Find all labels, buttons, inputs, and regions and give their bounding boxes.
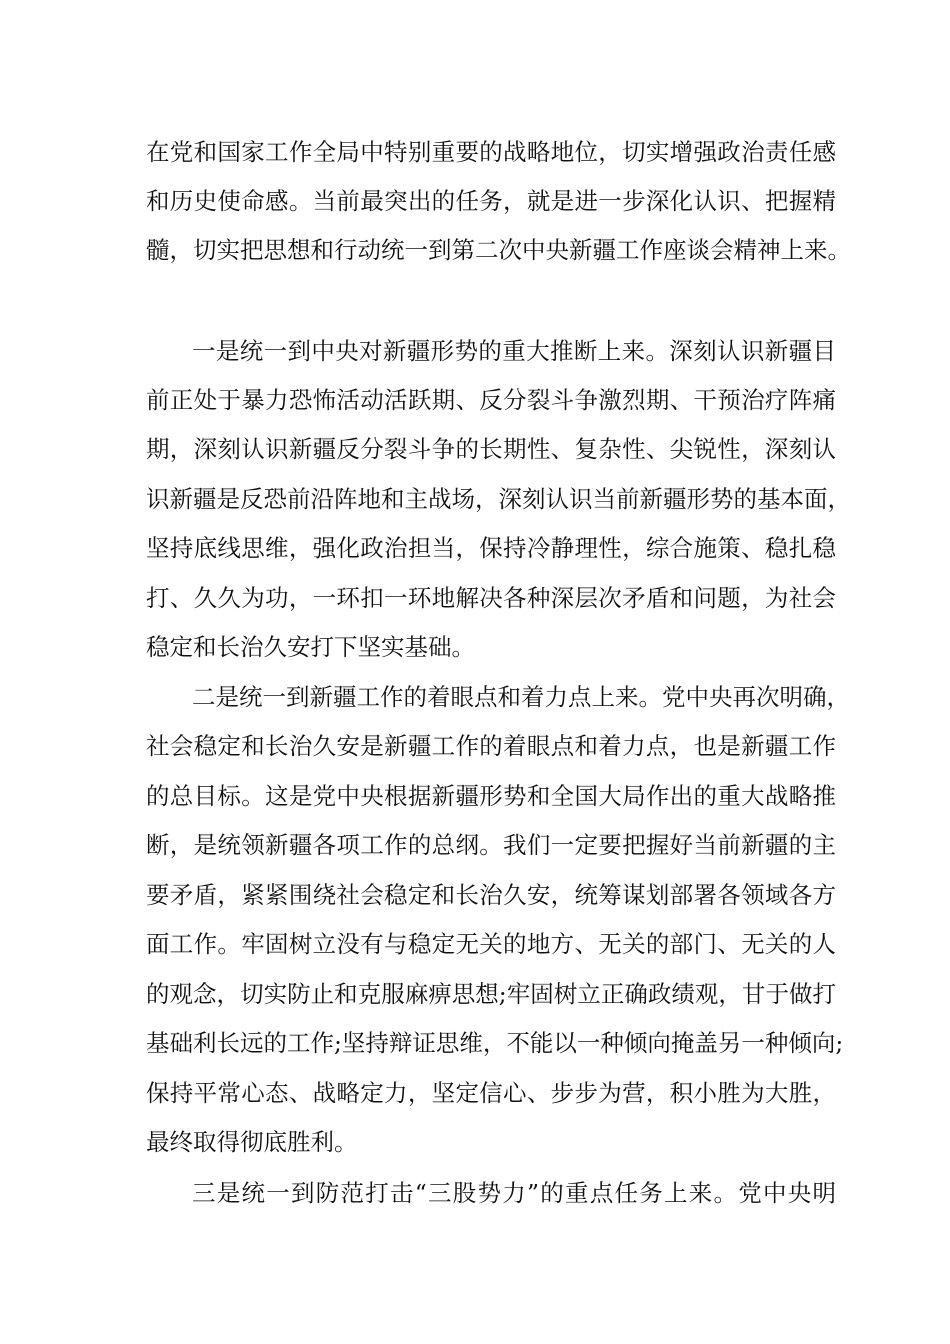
text-line: 保持平常心态、战略定力，坚定信心、步步为营，积小胜为大胜， [146,1079,836,1107]
text-line: 前正处于暴力恐怖活动活跃期、反分裂斗争激烈期、干预治疗阵痛 [146,386,836,414]
text-line: 的总目标。这是党中央根据新疆形势和全国大局作出的重大战略推 [146,782,836,810]
text-line: 打、久久为功，一环扣一环地解决各种深层次矛盾和问题，为社会 [146,584,836,612]
text-line: 最终取得彻底胜利。 [146,1128,358,1156]
paragraph-start-line: 三是统一到防范打击“三股势力”的重点任务上来。党中央明 [192,1179,836,1207]
text-line: 要矛盾，紧紧围绕社会稳定和长治久安，统筹谋划部署各领域各方 [146,881,836,909]
text-line: 髓，切实把思想和行动统一到第二次中央新疆工作座谈会精神上来。 [146,236,851,264]
paragraph-start-line: 二是统一到新疆工作的着眼点和着力点上来。党中央再次明确， [192,683,850,711]
text-line: 基础利长远的工作;坚持辩证思维，不能以一种倾向掩盖另一种倾向; [146,1029,844,1057]
text-line: 期，深刻认识新疆反分裂斗争的长期性、复杂性、尖锐性，深刻认 [146,435,836,463]
text-line: 坚持底线思维，强化政治担当，保持冷静理性，综合施策、稳扎稳 [146,534,836,562]
text-line: 社会稳定和长治久安是新疆工作的着眼点和着力点，也是新疆工作 [146,732,836,760]
text-line: 的观念，切实防止和克服麻痹思想;牢固树立正确政绩观，甘于做打 [146,980,836,1008]
text-line: 面工作。牢固树立没有与稳定无关的地方、无关的部门、无关的人 [146,930,836,958]
text-line: 在党和国家工作全局中特别重要的战略地位，切实增强政治责任感 [146,138,836,166]
text-line: 稳定和长治久安打下坚实基础。 [146,633,475,661]
text-line: 断，是统领新疆各项工作的总纲。我们一定要把握好当前新疆的主 [146,831,836,859]
text-line: 和历史使命感。当前最突出的任务，就是进一步深化认识、把握精 [146,187,836,215]
paragraph-start-line: 一是统一到中央对新疆形势的重大推断上来。深刻认识新疆目 [192,337,836,365]
text-line: 识新疆是反恐前沿阵地和主战场，深刻认识当前新疆形势的基本面， [146,485,851,513]
